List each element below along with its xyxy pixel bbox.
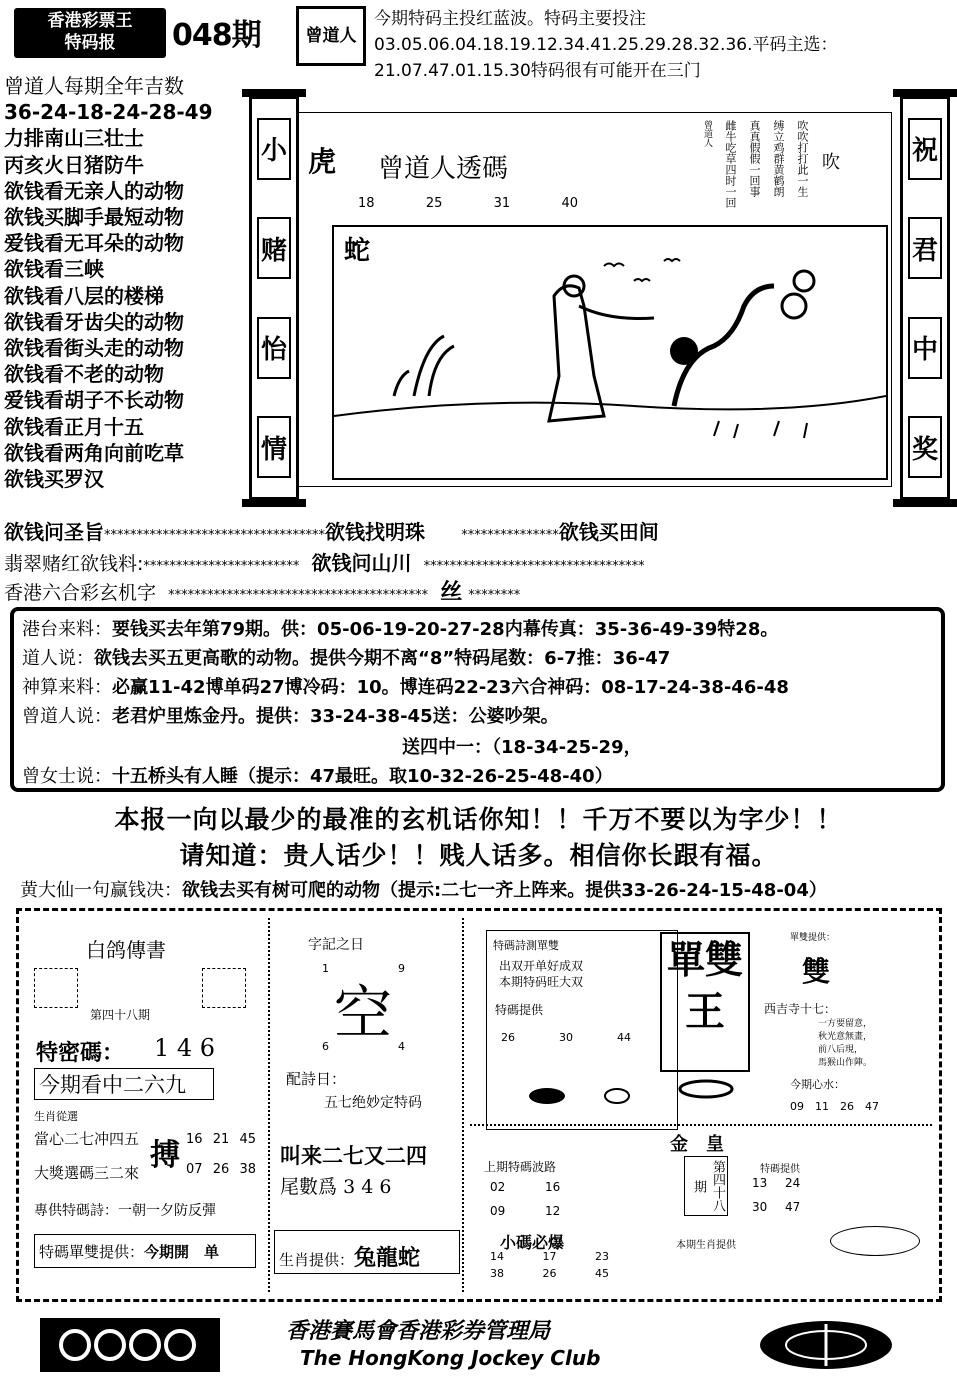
- row-text: 欲钱找明珠: [325, 520, 425, 544]
- huang-line: [20, 876, 827, 902]
- mid-num: 9: [398, 962, 405, 975]
- painting-number: 31: [493, 196, 511, 211]
- side-title: 單雙提供：: [790, 933, 836, 943]
- west-label: 西吉寺十七：: [764, 1002, 837, 1016]
- period-label: 第四十八期: [90, 1008, 151, 1022]
- row-3: [4, 575, 520, 606]
- hkjc-logo-icon: [40, 1318, 220, 1372]
- painting-verse: [640, 120, 810, 210]
- tip-label: 港台来料：: [22, 619, 112, 640]
- mid-big-char: 空: [334, 979, 393, 1047]
- dual-value: 今期開 单: [144, 1243, 220, 1261]
- panel-right: [470, 918, 932, 1292]
- big-title-char: 單: [666, 937, 705, 982]
- tips-box: [10, 607, 945, 792]
- num: 16: [186, 1132, 203, 1147]
- tip-text: 老君炉里炼金丹。提供：33-24-38-45送：公婆吵架。: [112, 706, 559, 727]
- tip-label: 道人说：: [22, 648, 94, 669]
- heart-nums: 09 11 26 47: [790, 1100, 879, 1113]
- row-text: 丝: [440, 580, 463, 605]
- sx-label: 生肖從選: [34, 1110, 78, 1123]
- bo-nums: [490, 1180, 590, 1218]
- num: 23: [595, 1250, 609, 1263]
- tip-text: 送四中一：（18-34-25-29，: [402, 737, 642, 758]
- panel-mid: [268, 918, 464, 1292]
- huang-label: 黄大仙一句赢钱决：: [20, 880, 182, 901]
- mid-num: 1: [322, 962, 329, 975]
- sx-value: 兔龍蛇: [354, 1245, 421, 1271]
- right-scroll: [900, 96, 950, 500]
- left-line: 欲钱看不老的动物: [4, 362, 164, 387]
- row-stars: ************************: [143, 559, 300, 574]
- scroll-char: 中: [908, 317, 942, 379]
- left-line: 欲钱买罗汉: [4, 467, 104, 492]
- side-poem: [818, 1018, 872, 1070]
- num: 47: [785, 1200, 801, 1214]
- tm2-nums: [752, 1176, 812, 1214]
- left-line: 36-24-18-24-28-49: [4, 100, 213, 125]
- tip-line: [402, 733, 642, 759]
- num-row: [186, 1162, 256, 1177]
- num: 38: [490, 1267, 504, 1280]
- tip-line: [22, 702, 559, 728]
- slogan-1: 本报一向以最少的最准的玄机话你知！！千万不要以为字少！！: [114, 805, 843, 834]
- mid-num: 4: [398, 1040, 405, 1053]
- scroll-char: 情: [257, 416, 291, 478]
- num: 26: [501, 1031, 515, 1044]
- dual-label: 特碼單雙提供：: [39, 1243, 145, 1261]
- num: 07: [186, 1162, 203, 1177]
- verse-column: 吹吹打打此一生: [796, 120, 809, 197]
- right-poem: 出双开单好成双: [499, 959, 584, 973]
- num: 26: [542, 1267, 557, 1280]
- footer-en: The HongKong Jockey Club: [300, 1346, 601, 1370]
- tip-label: 神算来料：: [22, 677, 112, 698]
- left-line: 欲钱买脚手最短动物: [4, 205, 184, 230]
- panel-left: [26, 918, 264, 1292]
- right-top-title: 特碼詩測單雙: [493, 939, 559, 952]
- daoren-seal: [296, 6, 366, 66]
- decor-seal: [830, 1226, 920, 1256]
- bo-char: 搏: [150, 1138, 180, 1173]
- tema-label: 特密碼：: [36, 1041, 125, 1066]
- left-line: 力排南山三壮士: [4, 126, 144, 151]
- num: 30: [559, 1031, 573, 1044]
- side-poem-line: 馬猴山作陣。: [818, 1058, 873, 1068]
- right-sub-2: [762, 930, 922, 1116]
- emblem-icon: [756, 1318, 896, 1372]
- verse-column: 缚立鸡群黄鹤朗: [772, 120, 785, 197]
- painting-illustration: [334, 226, 886, 478]
- tip-line: [22, 762, 613, 788]
- row-stars: ********: [468, 588, 521, 603]
- mid-tail: [280, 1172, 391, 1199]
- mid-call: 叫来二七又二四: [280, 1144, 427, 1168]
- tm-nums: [501, 1031, 631, 1044]
- row-text: 欲钱问山川: [311, 551, 412, 575]
- painting-animal-inner: 蛇: [344, 236, 371, 266]
- side-char: 雙: [802, 955, 831, 988]
- painting-title: 曾道人透碼: [378, 154, 509, 184]
- left-line: 欲钱看街头走的动物: [4, 336, 184, 361]
- num: 09: [490, 1204, 506, 1218]
- tail-label: 尾數爲: [280, 1176, 338, 1198]
- decor-knot: [676, 1078, 736, 1100]
- big-title-char: 王: [685, 988, 725, 1035]
- left-column: [4, 73, 249, 492]
- poem-line: 專供特碼詩：一朝一夕防反彈: [34, 1203, 216, 1219]
- scroll-rod: [893, 499, 957, 507]
- row-2: [4, 547, 645, 576]
- num: 13: [752, 1176, 768, 1190]
- tm2-label: 特碼提供: [760, 1164, 800, 1175]
- num: 14: [490, 1250, 504, 1263]
- row-text: 香港六合彩玄机字: [4, 582, 157, 604]
- num: 16: [545, 1180, 561, 1194]
- slogan-2: 请知道：贵人话少！！贱人话多。相信你长跟有福。: [179, 841, 778, 870]
- small-label: 小碼必爆: [500, 1233, 565, 1252]
- seal-text: 曾道人: [305, 26, 357, 46]
- num-row: [186, 1132, 256, 1147]
- top-notice: 今期特码主投红蓝波。特码主要投注03.05.06.04.18.19.12.34.41.25.29.28.32.36.平码主选：21.07.47.01.15.30特码很有可能开在三门: [374, 9, 838, 81]
- left-line: 欲钱看无亲人的动物: [4, 178, 184, 203]
- scroll-char: 祝: [908, 118, 942, 180]
- panel-divider: [470, 1124, 932, 1126]
- scroll-rod: [242, 499, 306, 507]
- num: 24: [785, 1176, 801, 1190]
- side-poem-line: 一方要留意，: [818, 1019, 873, 1029]
- num: 17: [542, 1250, 557, 1263]
- animal-icons: [517, 1081, 647, 1111]
- row-text: 翡翠赌红欲钱料:: [4, 553, 144, 575]
- right-poem: 本期特码旺大双: [499, 975, 584, 989]
- dual-box: [34, 1234, 256, 1268]
- dove-title: 白鸽傳書: [86, 938, 166, 962]
- painting-number: 18: [358, 196, 375, 211]
- dove-icon: [202, 968, 246, 1008]
- issue-number: 048期: [172, 18, 261, 53]
- tip-line: [22, 644, 670, 670]
- row-stars: ****************************************: [168, 588, 429, 603]
- num: 02: [490, 1180, 506, 1194]
- painting-number: 25: [425, 196, 443, 211]
- left-panel-line: 大獎選碼三二來: [34, 1164, 140, 1182]
- painting-animal-top: 虎: [308, 145, 337, 178]
- bo-label: 上期特碼波路: [484, 1160, 557, 1174]
- tip-line: [22, 673, 789, 699]
- side-poem-line: 前八后現，: [818, 1045, 864, 1055]
- footer-cn: 香港賽馬會香港彩券管理局: [286, 1318, 551, 1344]
- tip-text: 必赢11-42博单码27博冷码：10。博连码22-23六合神码：08-17-24-38-46-48: [112, 677, 789, 698]
- big-title-line: [662, 938, 748, 982]
- right-sub-1: [486, 930, 678, 1130]
- scroll-char: 奖: [908, 416, 942, 478]
- row-stars: **********************************: [423, 559, 645, 574]
- left-line: 欲钱看正月十五: [4, 414, 144, 439]
- row-text: 欲钱问圣旨: [4, 520, 104, 544]
- left-line: 爱钱看胡子不长动物: [4, 388, 184, 413]
- tm-label: 特碼提供: [495, 1003, 544, 1017]
- num: 26: [212, 1162, 230, 1177]
- small-nums: [490, 1250, 640, 1280]
- mid-header: 字記之日: [308, 937, 364, 953]
- row-stars: **********************************: [104, 528, 325, 543]
- left-line: 欲钱看八层的楼梯: [4, 283, 164, 308]
- tip-text: 十五桥头有人睡（提示：47最旺。取10-32-26-25-48-40）: [112, 766, 613, 787]
- mid-sx-box: [274, 1230, 460, 1274]
- dove-icon: [34, 968, 78, 1008]
- row-text: 欲钱买田间: [558, 520, 659, 544]
- big-title-char: 雙: [705, 937, 744, 982]
- mid-poem-label: 配詩日：: [286, 1070, 347, 1088]
- num: 45: [239, 1132, 256, 1147]
- mid-poem: 五七绝妙定特码: [324, 1095, 422, 1111]
- scroll-char: 君: [908, 217, 942, 279]
- verse-column: 曾道人: [702, 120, 712, 147]
- num: 45: [595, 1267, 609, 1280]
- left-scroll: [249, 96, 299, 500]
- num: 38: [239, 1162, 256, 1177]
- left-line: 欲钱看三峡: [4, 257, 104, 282]
- scroll-char: 小: [257, 118, 291, 180]
- look-box: 今期看中二六九: [34, 1068, 214, 1100]
- logo-line-2: 特码报: [64, 33, 116, 53]
- verse-column: 真真假假一回事: [748, 120, 761, 197]
- painting-number: 40: [561, 196, 578, 211]
- masthead-logo: [14, 8, 166, 58]
- row-1: [4, 516, 659, 545]
- row-stars: ***************: [461, 528, 559, 543]
- period-box: 第四十八期: [684, 1156, 728, 1216]
- tip-label: 曾女士说：: [22, 766, 112, 787]
- mid-num: 6: [322, 1040, 329, 1053]
- tip-line: [22, 615, 778, 641]
- emperor-title: 金 皇: [670, 1134, 724, 1155]
- logo-line-1: 香港彩票王: [47, 11, 133, 31]
- scroll-rod: [242, 89, 306, 97]
- left-panel-line: 當心二七冲四五: [34, 1130, 140, 1148]
- huang-text: 欲钱去买有树可爬的动物（提示:二七一齐上阵来。提供33-26-24-15-48-04）: [182, 880, 827, 901]
- painting-numbers: [358, 196, 578, 211]
- tip-text: 欲钱去买五更高歌的动物。提供今期不离“8”特码尾数：6-7推：36-47: [94, 648, 671, 669]
- big-title-box: [660, 932, 750, 1072]
- left-line: 爱钱看无耳朵的动物: [4, 231, 184, 256]
- tip-label: 曾道人说：: [22, 706, 112, 727]
- left-line: 丙亥火日猪防牛: [4, 152, 144, 177]
- scroll-rod: [893, 89, 957, 97]
- heart-label: 今期心水：: [790, 1078, 845, 1091]
- animal-label: 本期生肖提供: [676, 1240, 736, 1251]
- sx-label: 生肖提供：: [279, 1251, 355, 1269]
- footer: [0, 1310, 957, 1382]
- left-line: 欲钱看牙齿尖的动物: [4, 309, 184, 334]
- num: 21: [212, 1132, 230, 1147]
- scroll-char: 怡: [257, 317, 291, 379]
- num: 30: [752, 1200, 768, 1214]
- num: 12: [545, 1204, 561, 1218]
- num: 44: [617, 1031, 631, 1044]
- painting-word-right: 吹: [822, 152, 840, 173]
- verse-column: 雌牛吃草四时一回: [724, 120, 737, 208]
- tip-text: 要钱买去年第79期。供：05-06-19-20-27-28内幕传真：35-36-49-39特28。: [112, 619, 779, 640]
- side-poem-line: 秋光意無畫，: [818, 1032, 873, 1042]
- scroll-char: 赌: [257, 217, 291, 279]
- left-line: 欲钱看两角向前吃草: [4, 440, 184, 465]
- tail-value: 3 4 6: [343, 1176, 392, 1198]
- tema-value: 1 4 6: [154, 1034, 216, 1062]
- left-line: 曾道人每期全年吉数: [4, 74, 184, 98]
